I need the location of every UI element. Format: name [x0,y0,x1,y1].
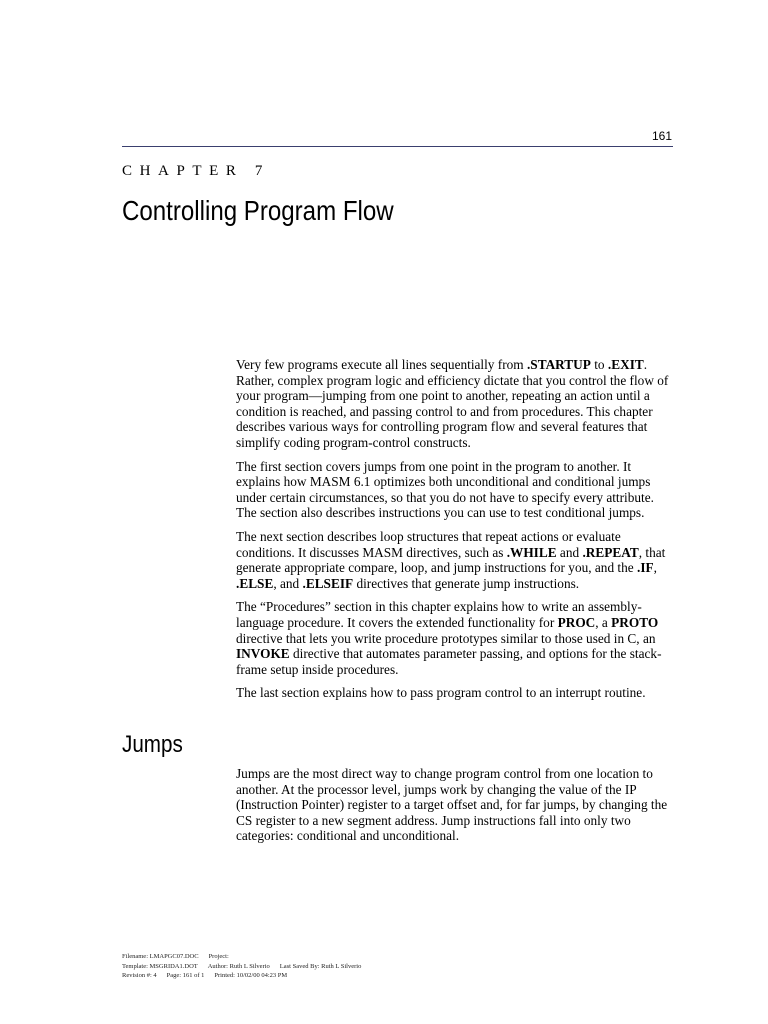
keyword: INVOKE [236,646,290,662]
keyword: PROTO [611,614,659,630]
footer-printed: Printed: 10/02/00 04:23 PM [214,972,288,979]
chapter-title: Controlling Program Flow [122,195,394,226]
keyword: PROC [557,614,596,630]
footer-filename: Filename: LMAPGC07.DOC [122,953,199,960]
footer-last-saved: Last Saved By: Ruth L Silverio [279,962,362,970]
footer-template: Template: MSGRIDA1.DOT [122,962,198,970]
footer-author: Author: Ruth L Silverio [207,962,270,970]
intro-paragraph-5: The last section explains how to pass program control to an interrupt routine. [236,685,646,701]
keyword: .IF [637,560,654,576]
intro-paragraph-4: The “Procedures” section in this chapter explains how to write an assembly-language procedure. It covers the extended functionality for PROC, a PROTO directive that lets you write procedure prototypes similar to those used in C, an INVOKE directive that automates parameter passing, and options for the stack-frame setup inside procedures. [236,599,662,677]
footer-revision: Revision #: 4 [122,972,157,979]
document-footer [122,952,361,981]
footer-line-3 [122,971,361,981]
keyword: .EXIT [607,357,644,372]
keyword: .STARTUP [526,357,591,372]
keyword: .REPEAT [582,544,639,560]
page-number: 161 [651,129,672,143]
jumps-text [236,766,672,852]
intro-paragraph-1: Very few programs execute all lines sequentially from .STARTUP to .EXIT. Rather, complex program logic and efficiency dictate that you control the flow of your program—jumping from one point to another, repeating an action until a condition is reached, and passing control to and from procedures. This chapter describes various ways for controlling program flow and several features that simplify coding program-control constructs. [236,357,669,450]
intro-paragraph-2: The first section covers jumps from one point in the program to another. It explains how MASM 6.1 optimizes both unconditional and conditional jumps under certain circumstances, so that you do not have to specify every attribute. The section also describes instructions you can use to test conditional jumps. [236,458,654,521]
footer-line-1 [122,952,361,962]
keyword: .ELSE [236,575,274,591]
jumps-paragraph: Jumps are the most direct way to change program control from one location to another. At the processor level, jumps work by changing the value of the IP (Instruction Pointer) register to a target offset and, for far jumps, by changing the CS register to a new segment address. Jump instructions fall into only two categories: conditional and unconditional. [236,766,668,844]
keyword: .ELSEIF [302,575,354,591]
footer-line-2 [122,962,361,972]
chapter-label: CHAPTER 7 [122,163,270,179]
intro-text [236,357,672,709]
intro-paragraph-3: The next section describes loop structures that repeat actions or evaluate conditions. It discusses MASM directives, such as .WHILE and .REPEAT, that generate appropriate compare, loop, and jump instructions for you, and the .IF, .ELSE, and .ELSEIF directives that generate jump instructions. [236,528,666,591]
header-rule [122,146,673,147]
footer-page: Page: 161 of 1 [166,972,205,979]
keyword: .WHILE [506,544,557,560]
footer-project: Project: [208,953,229,960]
section-heading-jumps: Jumps [122,731,183,758]
